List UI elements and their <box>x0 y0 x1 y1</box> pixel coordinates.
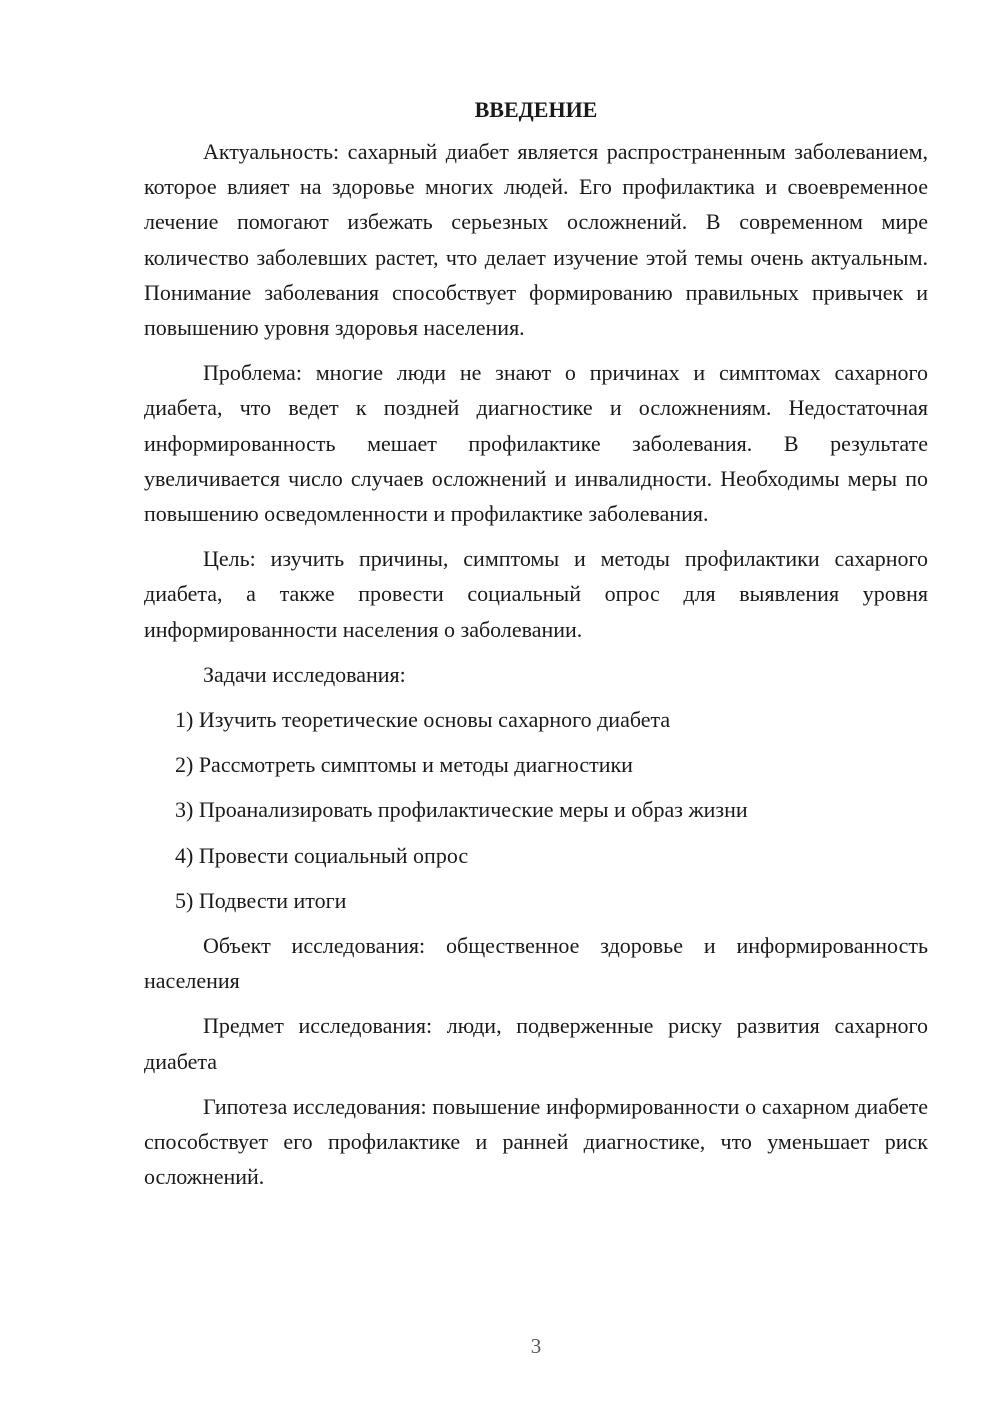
task-item: 1) Изучить теоретические основы сахарного диабета <box>175 707 671 733</box>
paragraph-hypothesis: Гипотеза исследования: повышение информированности о сахарном диабете способствует его профилактике и ранней диагностике, что уменьшает риск осложнений. <box>144 1093 928 1190</box>
paragraph-relevance: Актуальность: сахарный диабет является распространенным заболеванием, которое влияет на здоровье многих людей. Его профилактика и своевременное лечение помогают избежать серьезных осложнений. В современном мире количество заболевших растет, что делает изучение этой темы очень актуальным. Понимание заболевания способствует формированию правильных привычек и повышению уровня здоровья населения. <box>144 139 928 341</box>
task-item: 3) Проанализировать профилактические меры и образ жизни <box>175 797 748 823</box>
tasks-list <box>144 702 928 918</box>
page-number: 3 <box>530 1334 542 1358</box>
paragraph-object: Объект исследования: общественное здоровье и информированность населения <box>144 933 928 994</box>
paragraph-problem: Проблема: многие люди не знают о причинах и симптомах сахарного диабета, что ведет к поздней диагностике и осложнениям. Недостаточная информированность мешает профилактике заболевания. В результате увеличивается число случаев осложнений и инвалидности. Необходимы меры по повышению осведомленности и профилактике заболевания. <box>144 360 928 527</box>
paragraph-subject: Предмет исследования: люди, подверженные риску развития сахарного диабета <box>144 1013 928 1074</box>
tasks-title: Задачи исследования: <box>203 661 406 687</box>
task-item: 4) Провести социальный опрос <box>175 842 469 868</box>
task-item: 2) Рассмотреть симптомы и методы диагностики <box>175 752 633 778</box>
section-heading: ВВЕДЕНИЕ <box>474 97 598 122</box>
paragraph-goal: Цель: изучить причины, симптомы и методы профилактики сахарного диабета, а также провести социальный опрос для выявления уровня информированности населения о заболевании. <box>144 546 928 642</box>
task-item: 5) Подвести итоги <box>175 887 347 913</box>
document-page <box>144 96 928 1204</box>
